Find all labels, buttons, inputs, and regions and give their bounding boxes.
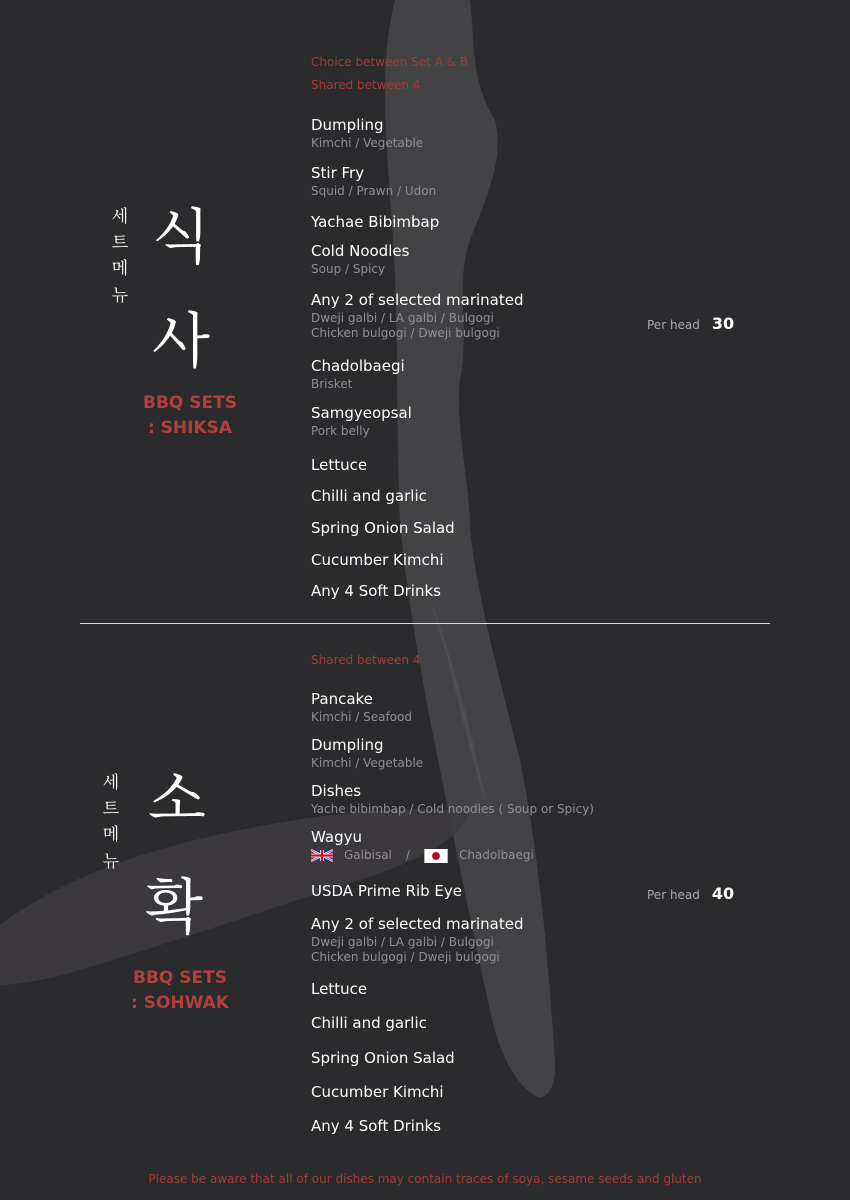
allergen-disclaimer: Please be aware that all of our dishes may contain traces of soya, sesame seeds and gluten	[148, 1172, 702, 1186]
item-name: Dishes	[311, 782, 362, 800]
set-title-line1: BBQ SETS	[143, 393, 237, 413]
item-description: Pork belly	[311, 424, 370, 438]
korean-char: 메	[111, 259, 129, 279]
per-head-label: Per head	[647, 318, 700, 332]
menu-item	[311, 980, 367, 998]
korean-big-char: 식	[152, 203, 210, 273]
item-name: Chilli and garlic	[311, 1014, 427, 1032]
price-value: 30	[711, 314, 735, 333]
menu-item	[311, 213, 439, 231]
menu-item	[311, 242, 409, 277]
item-name: Stir Fry	[311, 164, 365, 182]
item-name: Pancake	[311, 690, 373, 708]
menu-item	[311, 782, 594, 817]
korean-big-char: 소	[148, 765, 206, 835]
menu-item	[311, 915, 524, 965]
chadolbaegi-label: Chadolbaegi	[458, 848, 534, 862]
item-name: Spring Onion Salad	[311, 519, 455, 537]
item-name: Spring Onion Salad	[311, 1049, 455, 1067]
set-title-line1: BBQ SETS	[133, 968, 227, 988]
set-title-sohwak	[110, 966, 250, 1016]
item-description: Kimchi / Seafood	[311, 710, 412, 724]
section-divider	[80, 623, 770, 624]
menu-item	[311, 116, 423, 151]
item-name: Yachae Bibimbap	[311, 213, 440, 231]
item-name: Cold Noodles	[311, 242, 410, 260]
item-name: Lettuce	[311, 980, 368, 998]
item-name: Dumpling	[311, 116, 384, 134]
korean-char: 뉴	[111, 286, 129, 306]
set-title-line2: : SOHWAK	[131, 993, 229, 1013]
menu-item	[311, 456, 367, 474]
price-per-head-sohwak	[647, 884, 734, 903]
flag-separator: /	[405, 848, 410, 862]
menu-item	[311, 487, 427, 505]
set-title-shiksa	[120, 391, 260, 441]
item-description: Dweji galbi / LA galbi / Bulgogi	[311, 311, 494, 325]
item-description-line2: Chicken bulgogi / Dweji bulgogi	[311, 950, 500, 964]
item-name: Cucumber Kimchi	[311, 1083, 444, 1101]
menu-item	[311, 690, 412, 725]
menu-item	[311, 519, 455, 537]
item-description: Brisket	[311, 377, 353, 391]
set-title-line2: : SHIKSA	[147, 418, 233, 438]
menu-item	[311, 828, 534, 863]
item-name: Chilli and garlic	[311, 487, 427, 505]
item-description: Kimchi / Vegetable	[311, 136, 424, 150]
shared-note: Shared between 4	[311, 653, 421, 667]
menu-item	[311, 1014, 427, 1032]
menu-item	[311, 357, 405, 392]
menu-item	[311, 1049, 455, 1067]
price-value: 40	[711, 884, 735, 903]
set-choice-note: Choice between Set A & B	[311, 55, 469, 69]
item-name: Wagyu	[311, 828, 362, 846]
item-name: Any 2 of selected marinated	[311, 915, 524, 933]
menu-item	[311, 551, 444, 569]
shared-note: Shared between 4	[311, 78, 421, 92]
wagyu-options	[311, 848, 534, 863]
menu-item	[311, 882, 462, 900]
item-name: Any 2 of selected marinated	[311, 291, 524, 309]
item-name: Dumpling	[311, 736, 384, 754]
item-name: Lettuce	[311, 456, 368, 474]
galbisal-label: Galbisal	[344, 848, 392, 862]
korean-char: 트	[111, 233, 129, 253]
japan-flag-icon	[424, 849, 448, 863]
menu-item	[311, 582, 441, 600]
item-description: Dweji galbi / LA galbi / Bulgogi	[311, 935, 494, 949]
korean-char: 세	[102, 773, 120, 793]
menu-item	[311, 1117, 441, 1135]
korean-big-char: 사	[152, 307, 210, 377]
item-description: Soup / Spicy	[311, 262, 386, 276]
menu-item	[311, 1083, 444, 1101]
item-description: Yache bibimbap / Cold noodles ( Soup or Spicy)	[311, 802, 594, 816]
price-per-head-shiksa	[647, 314, 734, 333]
menu-item	[311, 404, 412, 439]
item-name: USDA Prime Rib Eye	[311, 882, 463, 900]
menu-item	[311, 164, 436, 199]
item-name: Cucumber Kimchi	[311, 551, 444, 569]
uk-flag-icon	[311, 849, 333, 862]
korean-char: 메	[102, 825, 120, 845]
korean-char: 트	[102, 799, 120, 819]
item-name: Any 4 Soft Drinks	[311, 582, 441, 600]
item-name: Samgyeopsal	[311, 404, 412, 422]
item-name: Any 4 Soft Drinks	[311, 1117, 441, 1135]
item-name: Chadolbaegi	[311, 357, 405, 375]
menu-item	[311, 736, 423, 771]
korean-char: 세	[111, 207, 129, 227]
korean-char: 뉴	[102, 852, 120, 872]
per-head-label: Per head	[647, 888, 700, 902]
menu-item	[311, 291, 524, 341]
korean-big-char: 확	[145, 873, 203, 943]
item-description-line2: Chicken bulgogi / Dweji bulgogi	[311, 326, 500, 340]
item-description: Kimchi / Vegetable	[311, 756, 424, 770]
item-description: Squid / Prawn / Udon	[311, 184, 437, 198]
